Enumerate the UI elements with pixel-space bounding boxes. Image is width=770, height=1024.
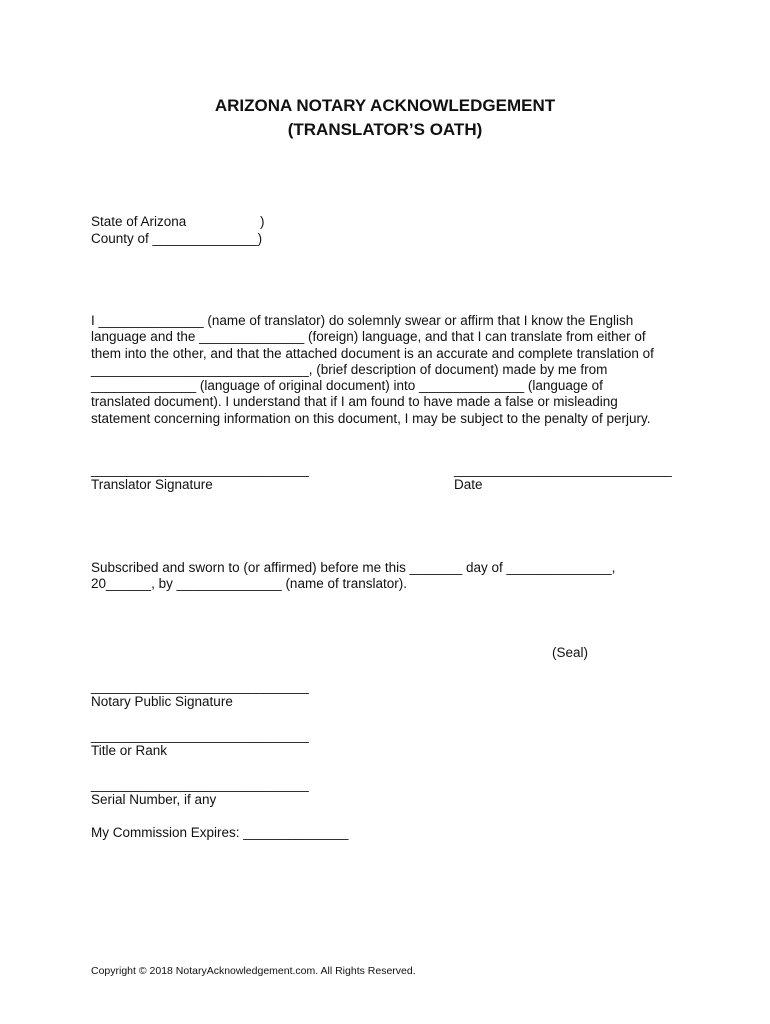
notary-signature-line: _____________________________ bbox=[91, 679, 309, 694]
subscribed-line-1: Subscribed and sworn to (or affirmed) before me this _______ day of ______________, bbox=[91, 560, 616, 575]
date-line: _____________________________ bbox=[454, 462, 672, 477]
serial-number-line: _____________________________ bbox=[91, 777, 309, 792]
title-rank-label: Title or Rank bbox=[91, 743, 168, 758]
oath-line: language and the ______________ (foreign) language, and that I can translate from either of bbox=[91, 329, 646, 345]
oath-line: _____________________________, (brief description of document) made by me from bbox=[91, 361, 608, 377]
translator-signature-line: _____________________________ bbox=[91, 462, 309, 477]
oath-line: translated document). I understand that if I am found to have made a false or misleading bbox=[91, 394, 618, 410]
copyright-footer: Copyright © 2018 NotaryAcknowledgement.com. All Rights Reserved. bbox=[91, 965, 416, 977]
seal-label: (Seal) bbox=[552, 645, 589, 660]
oath-line: ______________ (language of original document) into ______________ (language of bbox=[91, 378, 603, 394]
title-rank-line: _____________________________ bbox=[91, 728, 309, 743]
subscribed-line-2: 20______, by ______________ (name of translator). bbox=[91, 576, 407, 591]
date-label: Date bbox=[454, 477, 483, 492]
oath-line: I ______________ (name of translator) do solemnly swear or affirm that I know the English bbox=[91, 313, 634, 328]
venue-state: State of Arizona bbox=[91, 214, 187, 229]
venue-county: County of ______________) bbox=[91, 231, 263, 246]
document-title bbox=[0, 94, 770, 142]
commission-expires: My Commission Expires: ______________ bbox=[91, 825, 349, 840]
oath-line: them into the other, and that the attached document is an accurate and complete translation of bbox=[91, 345, 654, 361]
oath-line: statement concerning information on this document, I may be subject to the penalty of perjury. bbox=[91, 410, 651, 426]
oath-paragraph bbox=[91, 313, 681, 427]
notary-signature-label: Notary Public Signature bbox=[91, 694, 233, 709]
venue-state-paren: ) bbox=[260, 214, 265, 229]
title-line-2: (TRANSLATOR’S OATH) bbox=[287, 120, 483, 139]
serial-number-label: Serial Number, if any bbox=[91, 792, 217, 807]
title-line-1: ARIZONA NOTARY ACKNOWLEDGEMENT bbox=[214, 96, 556, 115]
translator-signature-label: Translator Signature bbox=[91, 477, 213, 492]
